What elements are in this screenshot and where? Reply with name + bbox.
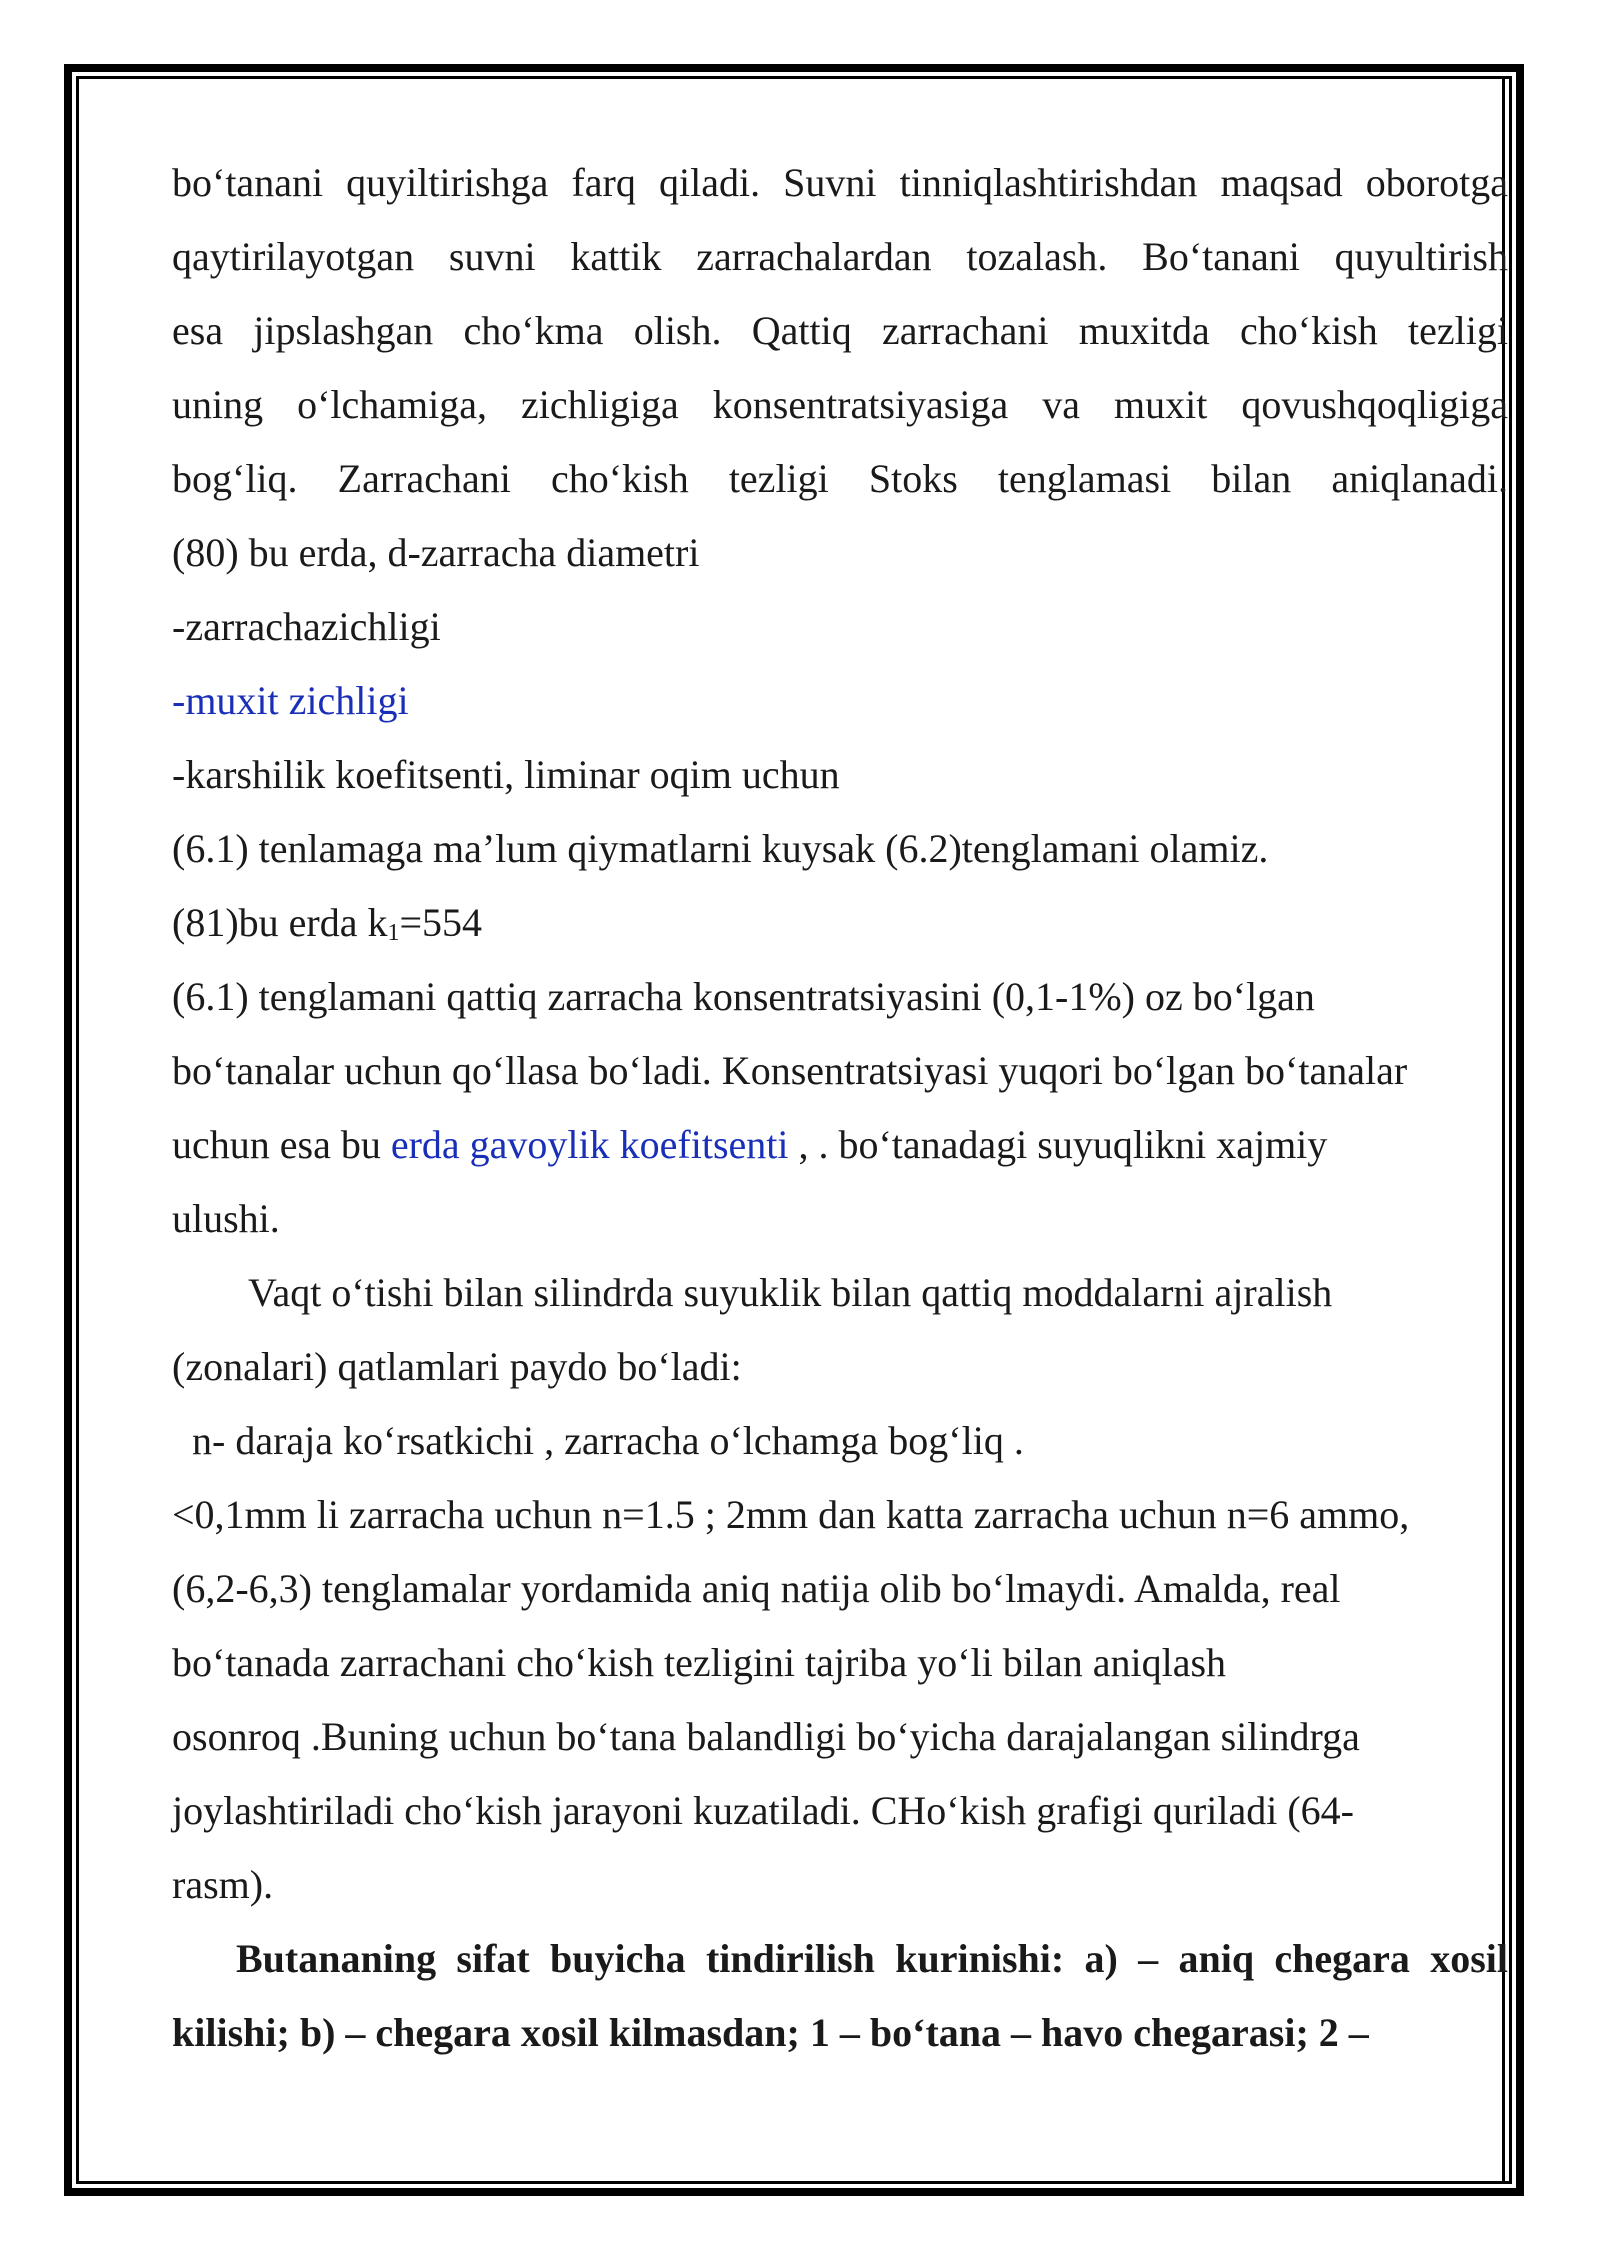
document-body [172, 146, 1508, 2070]
figure-caption-line: Butananing sifat buyicha tindirilish kurinishi: a) – aniq chegara xosil [236, 1936, 1508, 1981]
paragraph-line: (6.1) tenlamaga ma’lum qiymatlarni kuysak (6.2)tenglamani olamiz. [172, 826, 1269, 871]
equation-value: =554 [399, 900, 483, 945]
inline-text: uchun esa bu [172, 1122, 391, 1167]
paragraph-line: (zonalari) qatlamlari paydo bo‘ladi: [172, 1344, 742, 1389]
paragraph-line: n- daraja ko‘rsatkichi , zarracha o‘lchamga bog‘liq . [192, 1418, 1024, 1463]
paragraph-line: (6.1) tenglamani qattiq zarracha konsentratsiyasini (0,1-1%) oz bo‘lgan [172, 974, 1315, 1019]
paragraph-line [172, 886, 1508, 960]
paragraph-line: osonroq .Buning uchun bo‘tana balandligi bo‘yicha darajalangan silindrga [172, 1714, 1360, 1759]
paragraph-line: bo‘tanalar uchun qo‘llasa bo‘ladi. Konsentratsiyasi yuqori bo‘lgan bo‘tanalar [172, 1048, 1408, 1093]
paragraph-line: Vaqt o‘tishi bilan silindrda suyuklik bilan qattiq moddalarni ajralish [248, 1270, 1333, 1315]
paragraph-line: (6,2-6,3) tenglamalar yordamida aniq natija olib bo‘lmaydi. Amalda, real [172, 1566, 1341, 1611]
subscript: 1 [387, 920, 400, 946]
paragraph-line: bo‘tanada zarrachani cho‘kish tezligini tajriba yo‘li bilan aniqlash [172, 1640, 1227, 1685]
paragraph-line: qaytirilayotgan suvni kattik zarrachalardan tozalash. Bo‘tanani quyultirish [172, 234, 1508, 279]
paragraph-line: joylashtiriladi cho‘kish jarayoni kuzatiladi. CHo‘kish grafigi quriladi (64- [172, 1788, 1354, 1833]
inline-text: , . bo‘tanadagi suyuqlikni xajmiy [788, 1122, 1328, 1167]
paragraph-line: -zarrachazichligi [172, 604, 441, 649]
highlighted-line: -muxit zichligi [172, 678, 409, 723]
equation-ref-text: (81)bu erda k [172, 900, 388, 945]
paragraph-line: bog‘liq. Zarrachani cho‘kish tezligi Stoks tenglamasi bilan aniqlanadi. [172, 456, 1508, 501]
paragraph-line: esa jipslashgan cho‘kma olish. Qattiq zarrachani muxitda cho‘kish tezligi [172, 308, 1508, 353]
paragraph-line [172, 1108, 1508, 1182]
paragraph-line: <0,1mm li zarracha uchun n=1.5 ; 2mm dan katta zarracha uchun n=6 ammo, [172, 1492, 1410, 1537]
paragraph-line: ulushi. [172, 1196, 280, 1241]
highlighted-phrase: erda gavoylik koefitsenti [390, 1122, 789, 1167]
paragraph-line: (80) bu erda, d-zarracha diametri [172, 530, 700, 575]
paragraph-line: uning o‘lchamiga, zichligiga konsentratsiyasiga va muxit qovushqoqligiga [172, 382, 1508, 427]
paragraph-line: rasm). [172, 1862, 274, 1907]
paragraph-line: -karshilik koefitsenti, liminar oqim uchun [172, 752, 840, 797]
paragraph-line: bo‘tanani quyiltirishga farq qiladi. Suvni tinniqlashtirishdan maqsad oborotga [172, 160, 1508, 205]
figure-caption-line: kilishi; b) – chegara xosil kilmasdan; 1 – bo‘tana – havo chegarasi; 2 – [172, 2010, 1369, 2055]
